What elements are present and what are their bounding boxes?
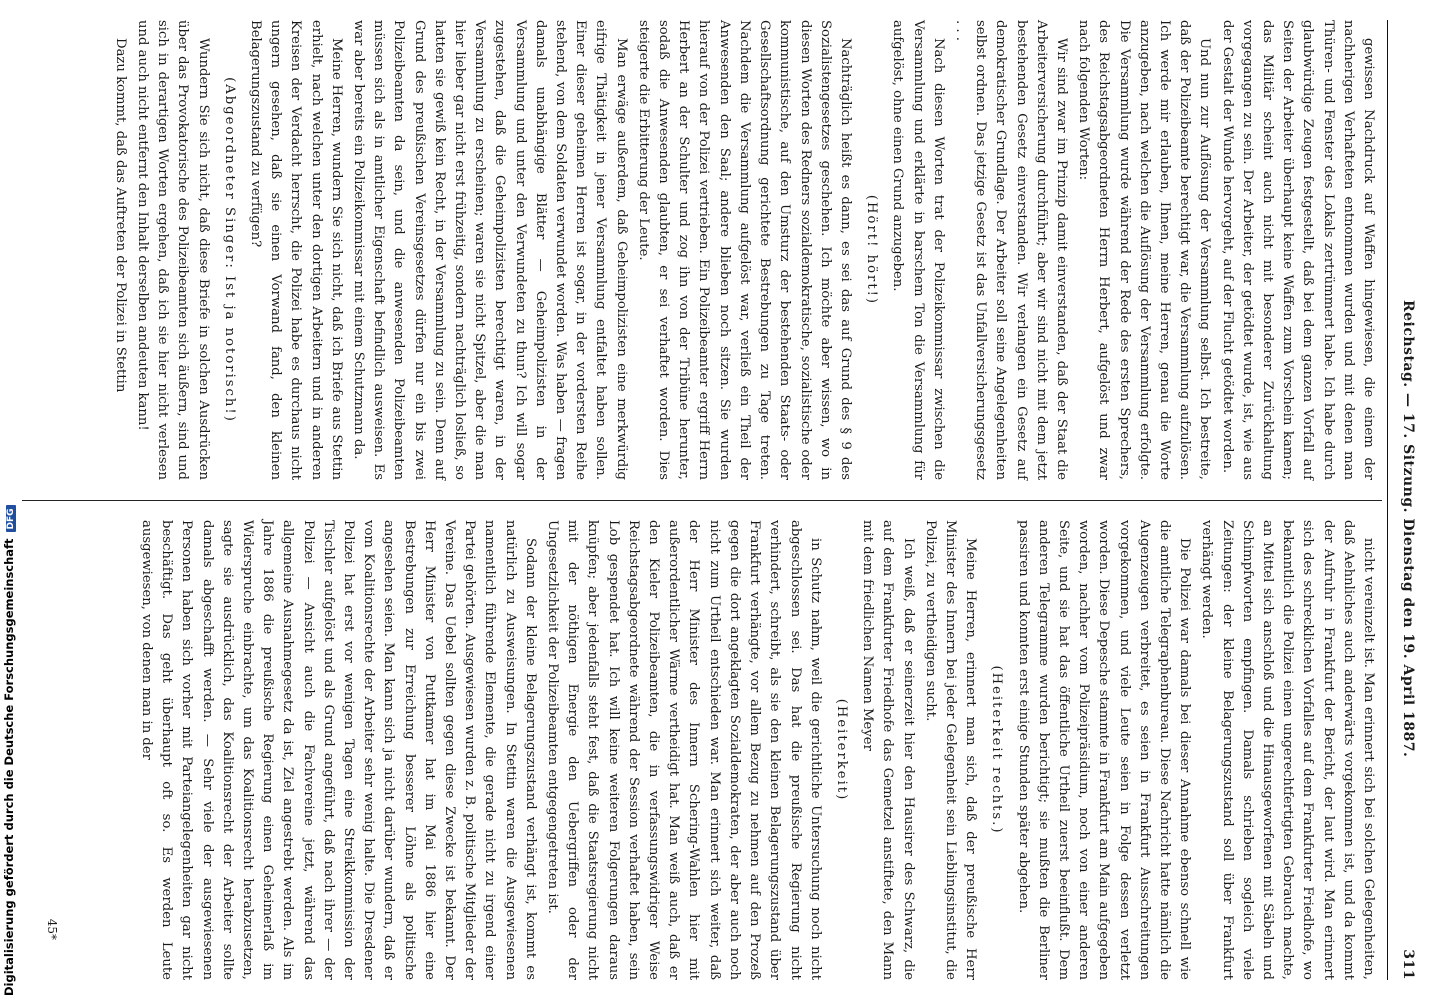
right-column bbox=[134, 520, 1378, 980]
paragraph: Ich weiß, daß er seinerzeit hier den Hausirer des Schwarz, die auf dem Frankfurter Friedhofe das Gemetzel anstiftete, den Mann mit dem friedlichen Namen Meyer bbox=[860, 520, 916, 980]
stage-direction: (Abgeordneter Singer: Ist ja notorisch!) bbox=[221, 77, 237, 423]
quoted-speech: Wir sind zwar im Prinzip damit einverstanden, daß der Staat die Arbeiterversicherung durchführt; aber wir sind nicht mit dem jetzt bestehenden Gesetz einverstanden. Wir verlangen ein Gesetz auf demokratischer Grundlage. Der Arbeiter soll seine Angelegenheiten selbst ordnen. Das jetzige Gesetz ist das Unfallversicherungsgesetz . . . bbox=[952, 20, 1069, 480]
paragraph: Und nun zur Auflösung der Versammlung selbst. Ich bestreite, daß der Polizeibeamte berechtigt war, die Versammlung aufzulösen. Ich werde mir erlauben, Ihnen, meine Herren, genau die Worte anzugeben, nach welchen die Auflösung der Versammlung erfolgte. Die Versammlung wurde während der Rede des ersten Sprechers, des Reichstagsabgeordneten Herrn Herbert, aufgelöst und zwar nach folgenden Worten: bbox=[1076, 20, 1213, 480]
left-column bbox=[108, 20, 1378, 480]
paragraph: Sodann der kleine Belagerungszustand verhängt ist, kommt es natürlich zu Ausweisungen. In Stettin waren die Ausgewiesenen namentlich führende Elemente, die gerade nicht zu irgend einer Partei gehörten. Ausgewiesen wurden z. B. politische Mitglieder der Vereine. Das Uebel sollten gegen diese Zwecke ist bekannt. Der Herr Minister von Puttkamer hat im Mai 1886 hier eine Bestrebungen zur Erreichung besserer Löhne als politische angesehen seien. Man kann sich ja nicht darüber wundern, daß er vom Koalitionsrechte der Arbeiter sehr wenig halte. Die Dresdener Polizei hat erst vor wenigen Tagen eine Streikkommission der Tischler aufgelöst und als Grund angeführt, daß nach ihrer — der Polizei — Ansicht auch die Fachvereine jetzt, während das allgemeine Ausnahmegesetz da ist, Ziel angestrebt werden. Als im Jahre 1886 die preußische Regierung einen Geheimerlaß im Widerspruche einbrachte, um das Koalitionsrecht herabzusetzen, sagte sie ausdrücklich, das Koalitionsrecht der Arbeiter sollte damals abgeschafft werden. — Sehr viele der ausgewiesenen Personen haben sich vorher mit Parteiangelegenheiten gar nicht beschäftigt. Das geht überhaupt oft so. Es werden Leute ausgewiesen, von denen man in der bbox=[139, 520, 538, 980]
paragraph: Meine Herren, erinnert man sich, daß der preußische Herr Minister des Innern bei jeder Gelegenheit sein Lieblingsinstitut, die Polizei, zu vertheidigen sucht. bbox=[922, 520, 979, 980]
stage-direction: (Heiterkeit rechts.) bbox=[989, 665, 1005, 835]
credit-text: Digitalisierung gefördert durch die Deutsche Forschungsgemeinschaft bbox=[2, 538, 16, 996]
header-rule bbox=[1387, 20, 1388, 980]
paragraph: Man erwäge außerdem, daß Geheimpolizisten eine merkwürdig eifrige Thätigkeit in jener Versammlung entfaltet haben sollen. Einer dieser geheimen Herren ist sogar, in der vordersten Reihe stehend, von dem Soldaten verwundet worden. Was haben — fragen damals unabhängige Blätter — Geheimpolizisten in der Versammlung und unter den Verwundeten zu thun? Ich will sogar zugestehen, daß die Geheimpolizisten berechtigt waren, in der Versammlung zu erscheinen; waren sie nicht Spitzel, aber die man hier lieber gar nicht erst frühzeitig, sondern nachträglich losließ, so hatten sie gewiß kein Recht, in der Versammlung zu sein. Denn auf Grund des preußischen Vereinsgesetzes dürfen nur ein bis zwei Polizeibeamten da sein, und die anwesenden Polizeibeamten müssen sich als in amtlicher Eigenschaft befindlich ausweisen. Es war aber bereits ein Polizeikommissar mit einem Schutzmann da. bbox=[351, 20, 629, 480]
paragraph: Dazu kommt, daß das Auftreten der Polizei in Stettin bbox=[112, 38, 128, 393]
paragraph: Wundern Sie sich nicht, daß diese Briefe in solchen Ausdrücken über das Provokatorische des Polizeibeamten sich äußern, sind und sich in derartigen Worten ergehen, daß ich sie hier nicht verlesen und auch nicht entfernt den Inhalt derselben andeuten kann! bbox=[135, 20, 211, 480]
page-number: 311 bbox=[1400, 949, 1416, 980]
paragraph: Meine Herren, wundern Sie sich nicht, daß ich Briefe aus Stettin erhielt, nach welchen unter den dortigen Arbeitern und in anderen Kreisen der Verdacht herrscht, die Polizei habe es durchaus nicht ungern gesehen, daß sie einen Vorwand fand, den kleinen Belagerungszustand zu verfügen? bbox=[248, 20, 344, 480]
page-header bbox=[1394, 20, 1422, 980]
stage-direction: (Hört! hört!) bbox=[864, 194, 880, 306]
paragraph: gewissen Nachdruck auf Waffen hingewiesen, die einem der nachherigen Verhafteten entnommen wurden und mit denen man Thüren- und Fenster des Lokals zertrümmert habe. Ich habe durch glaubwürdige Zeugen festgestellt, daß bei dem ganzen Vorfall auf Seiten der Arbeiter überhaupt keine Waffen zum Vorschein kamen; das Militär scheint auch nicht mit besonderer Zurückhaltung vorgegangen zu sein. Der Arbeiter, der getödtet wurde, ist, wie aus der Gestalt der Wunde hervorgeht, auf der Flucht getödtet worden. bbox=[1219, 20, 1376, 480]
paragraph: Die Polizei war damals bei dieser Annahme ebenso schnell wie die amtliche Telegraphenbureau. Diese Nachricht hatte nämlich die Augenzeugen verbreitet, es seien in Frankfurt Ausschreitungen vorgekommen, und viele Leute seien in Folge dessen verletzt worden. Diese Depesche stammte in Frankfurt am Main aufgegeben worden, nachher vom Polizeipräsidium, noch von einer anderen Seite, und sie hat das öffentliche Urtheil zuerst beeinflußt. Dem anderen Telegramme wurden berichtigt; sie mußten die Berliner passiren und konnten erst einige Stunden später abgehen. bbox=[1015, 520, 1193, 980]
signature-mark: 45* bbox=[45, 918, 59, 940]
paragraph: Nachträglich heißt es dann, es sei das auf Grund des § 9 des Sozialistengesetzes geschehen. Ich möchte aber wissen, wo in diesen Worten des Redners sozialdemokratische, sozialistische oder kommunistische, auf den Umsturz der bestehenden Staats- oder Gesellschaftsordnung gerichtete Bestrebungen zu Tage treten. Nachdem die Versammlung aufgelöst war, verließ ein Theil der Anwesenden den Saal; andere blieben noch sitzen. Sie wurden hierauf von der Polizei vertrieben. Ein Polizeibeamter ergriff Herrn Herbert an der Schulter und zog ihn von der Tribüne herunter, sodaß die Anwesenden glaubten, er sei verhaftet worden. Dies steigerte die Erbitterung der Leute. bbox=[635, 20, 853, 480]
paragraph: Nach diesen Worten trat der Polizeikommissar zwischen die Versammlung und erklärte in barschem Ton die Versammlung für aufgelöst, ohne einen Grund anzugeben. bbox=[890, 20, 946, 480]
digitization-credit bbox=[2, 508, 16, 996]
paragraph: nicht vereinzelt ist. Man erinnert sich bei solchen Gelegenheiten, daß Aehnliches auch anderwärts vorgekommen ist, und da kommt der Aufruhr in Frankfurt der Bericht, der laut wird. Man erinnert sich des schrecklichen Vorfalles auf dem Frankfurter Friedhofe, wo bekanntlich die Polizei einen ungerechtfertigten Gebrauch machte, an Mittel sich anschloß und die Hinausgeworfenen mit Säbeln und Schimpfworten empfingen. Damals schrieben sogleich viele Zeitungen: der kleine Belagerungszustand soll über Frankfurt verhängt werden. bbox=[1199, 520, 1376, 980]
header-title: Reichstag. — 17. Sitzung. Dienstag den 19. April 1887. bbox=[1400, 300, 1416, 758]
rotated-page-content bbox=[14, 20, 1422, 980]
stage-direction: (Heiterkeit) bbox=[833, 698, 849, 802]
column-separator bbox=[22, 500, 1382, 501]
paragraph: in Schutz nahm, weil die gerichtliche Untersuchung noch nicht abgeschlossen sei. Das hat die preußische Regierung nicht verhindert, schreibt, als sie den kleinen Belagerungszustand über Frankfurt verhängte, vor allem Bezug zu nehmen auf den Prozeß gegen die dort angeklagten Sozialdemokraten, der aber auch noch nicht zum Urtheil entschieden war. Man erinnert sich weiter, daß der Herr Minister des Innern Schering-Wahlen hier mit außerordentlicher Wärme vertheidigt hat. Man weiß auch, daß er den Kieler Polizeibeamten, die in verfassungswidriger Weise Reichstagsabgeordnete während der Session verhaftet haben, sein Lob gespendet hat. Ich will keine weiteren Folgerungen daraus knüpfen; aber jedenfalls steht fest, daß die Staatsregierung nicht mit der nöthigen Energie den Uebergriffen oder der Ungesetzlichkeit der Polizeibeamten entgegengetreten ist. bbox=[545, 520, 823, 980]
dfg-logo-icon: DFG bbox=[6, 505, 16, 532]
